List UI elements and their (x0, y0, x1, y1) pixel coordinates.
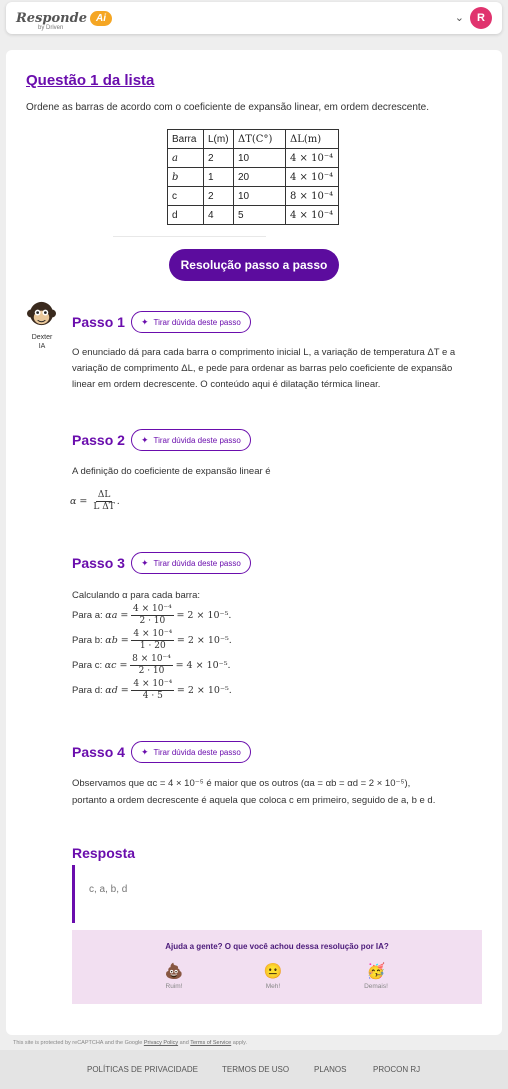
calc-line (72, 678, 476, 703)
footer-link-plans[interactable]: PLANOS (314, 1065, 347, 1074)
answer-text: c, a, b, d (89, 884, 128, 895)
table-cell: 4 × 10⁻⁴ (286, 149, 339, 168)
logo-subtitle: by Driven (38, 25, 64, 31)
calc-prefix: Para b: (72, 634, 103, 646)
feedback-bad-button[interactable] (154, 963, 194, 990)
calc-prefix: Para a: (72, 609, 103, 621)
feedback-great-button[interactable] (356, 963, 396, 990)
sparkle-icon: ✦ (140, 746, 149, 757)
table-cell: c (168, 187, 204, 206)
table-cell: 2 (204, 187, 234, 206)
sparkle-icon: ✦ (140, 316, 149, 327)
table-footnote: ——————————————————————————————————————————————————— (113, 234, 266, 238)
table-header: ΔL(m) (286, 130, 339, 149)
calc-line (72, 603, 476, 628)
sparkle-icon: ✦ (140, 434, 149, 445)
step-4-line-1: Observamos que αc = 4 × 10⁻⁵ é maior que os outros (αa = αb = αd = 2 × 10⁻⁵), (72, 778, 411, 789)
footer-link-privacy[interactable]: POLÍTICAS DE PRIVACIDADE (87, 1065, 198, 1074)
calc-denominator: 2 · 10 (138, 666, 165, 676)
calc-line (72, 628, 476, 653)
ask-step-label: Tirar dúvida deste passo (153, 747, 241, 757)
calc-lhs: αd = (105, 684, 129, 696)
table-header: ΔT(C°) (234, 130, 286, 149)
recaptcha-notice (13, 1040, 247, 1046)
table-cell: 10 (234, 149, 286, 168)
chevron-down-icon[interactable]: ⌄ (454, 12, 464, 24)
avatar[interactable]: R (470, 7, 492, 29)
calc-prefix: Para d: (72, 684, 103, 696)
step-title: Passo 4 (72, 744, 125, 760)
step-2-header (72, 429, 251, 451)
feedback-panel (72, 930, 482, 1004)
calc-fraction (130, 654, 173, 677)
calc-numerator: 4 × 10⁻⁴ (132, 604, 172, 614)
recaptcha-suffix: apply. (232, 1040, 248, 1046)
neutral-face-icon: 😐 (263, 963, 283, 980)
table-cell: 20 (234, 168, 286, 187)
table-row (168, 149, 339, 168)
table-cell: 4 × 10⁻⁴ (286, 168, 339, 187)
step-title: Passo 1 (72, 314, 125, 330)
answer-box (72, 865, 482, 923)
ask-step-button[interactable] (131, 741, 251, 763)
logo-ai-badge: Ai (90, 11, 112, 26)
recaptcha-and: and (179, 1040, 189, 1046)
step-title: Passo 2 (72, 432, 125, 448)
feedback-label: Meh! (265, 983, 281, 990)
feedback-label: Demais! (364, 983, 388, 990)
step-2-formula (70, 490, 474, 513)
calc-fraction (131, 679, 174, 702)
terms-of-service-link[interactable]: Terms of Service (190, 1040, 232, 1046)
step-4-header (72, 741, 251, 763)
assistant-name: Dexter IA (31, 334, 53, 350)
step-4-line-2: portanto a ordem decrescente é aquela que coloca c em primeiro, seguido de a, b e d. (72, 795, 436, 806)
calc-lhs: αb = (105, 634, 129, 646)
feedback-label: Ruim! (165, 983, 183, 990)
answer-title: Resposta (72, 845, 136, 861)
ask-step-label: Tirar dúvida deste passo (153, 317, 241, 327)
formula-fraction (91, 490, 116, 513)
step-3-header (72, 552, 251, 574)
calc-fraction (131, 604, 174, 627)
table-row (168, 206, 339, 225)
step-2-text: A definição do coeficiente de expansão linear é (72, 466, 271, 477)
step-by-step-button[interactable]: Resolução passo a passo (169, 249, 339, 281)
table-cell: d (168, 206, 204, 225)
ask-step-button[interactable] (131, 311, 251, 333)
calc-rhs: = 2 × 10⁻⁵. (176, 609, 232, 621)
calc-prefix: Para c: (72, 659, 103, 671)
formula-denominator: L ΔT (93, 502, 115, 512)
table-cell: 4 (204, 206, 234, 225)
top-bar (6, 2, 502, 34)
table-header: L(m) (204, 130, 234, 149)
calc-rhs: = 2 × 10⁻⁵. (176, 684, 232, 696)
calc-lhs: αc = (104, 659, 128, 671)
step-3-intro: Calculando α para cada barra: (72, 590, 201, 601)
table-header-row (168, 130, 339, 149)
recaptcha-text: This site is protected by reCAPTCHA and the Google (13, 1040, 143, 1046)
privacy-policy-link[interactable]: Privacy Policy (143, 1040, 179, 1046)
poop-icon: 💩 (164, 963, 184, 980)
step-1-header (72, 311, 251, 333)
table-header: Barra (168, 130, 204, 149)
calc-line (72, 653, 476, 678)
table-cell: 10 (234, 187, 286, 206)
calc-denominator: 1 · 20 (139, 641, 166, 651)
calc-fraction (131, 629, 174, 652)
main-card (6, 50, 502, 1035)
table-cell: 2 (204, 149, 234, 168)
ask-step-button[interactable] (131, 552, 251, 574)
feedback-question: Ajuda a gente? O que você achou dessa resolução por IA? (165, 942, 389, 951)
calc-rhs: = 4 × 10⁻⁵. (175, 659, 231, 671)
formula-end: . (116, 495, 120, 507)
formula-lhs: α = (70, 495, 88, 507)
table-cell: 8 × 10⁻⁴ (286, 187, 339, 206)
step-title: Passo 3 (72, 555, 125, 571)
logo[interactable] (16, 7, 112, 29)
table-cell: 1 (204, 168, 234, 187)
party-face-icon: 🥳 (366, 963, 386, 980)
calc-numerator: 4 × 10⁻⁴ (133, 679, 173, 689)
ask-step-label: Tirar dúvida deste passo (153, 435, 241, 445)
sparkle-icon: ✦ (140, 557, 149, 568)
footer-link-procon[interactable]: PROCON RJ (373, 1065, 421, 1074)
footer-link-terms[interactable]: TERMOS DE USO (222, 1065, 290, 1074)
calc-numerator: 4 × 10⁻⁴ (133, 629, 173, 639)
ask-step-label: Tirar dúvida deste passo (153, 558, 241, 568)
question-title[interactable]: Questão 1 da lista (26, 72, 155, 89)
formula-numerator: ΔL (97, 490, 111, 500)
table-row (168, 187, 339, 206)
calc-rhs: = 2 × 10⁻⁵. (176, 634, 232, 646)
calc-numerator: 8 × 10⁻⁴ (132, 654, 171, 664)
step-3-calcs (72, 603, 476, 703)
feedback-meh-button[interactable] (253, 963, 293, 990)
logo-text: Responde (16, 10, 87, 26)
step-1-text: O enunciado dá para cada barra o comprimento inicial L, a variação de temperatura ΔT e a variação de comprimento ΔL, e pede para ordenar as barras pelo coeficiente de expansão linear em ordem decrescente. O conteúdo aqui é dilatação térmica linear. (72, 347, 456, 390)
table-row (168, 168, 339, 187)
ask-step-button[interactable] (131, 429, 251, 451)
table-cell: 5 (234, 206, 286, 225)
table-cell: 4 × 10⁻⁴ (286, 206, 339, 225)
dexter-monkey-icon (27, 300, 56, 329)
calc-lhs: αa = (105, 609, 129, 621)
question-table (167, 129, 339, 225)
calc-denominator: 2 · 10 (139, 616, 166, 626)
question-text: Ordene as barras de acordo com o coeficiente de expansão linear, em ordem decrescente. (26, 102, 430, 113)
table-cell: b (168, 168, 204, 187)
calc-denominator: 4 · 5 (142, 691, 163, 701)
table-cell: a (168, 149, 204, 168)
